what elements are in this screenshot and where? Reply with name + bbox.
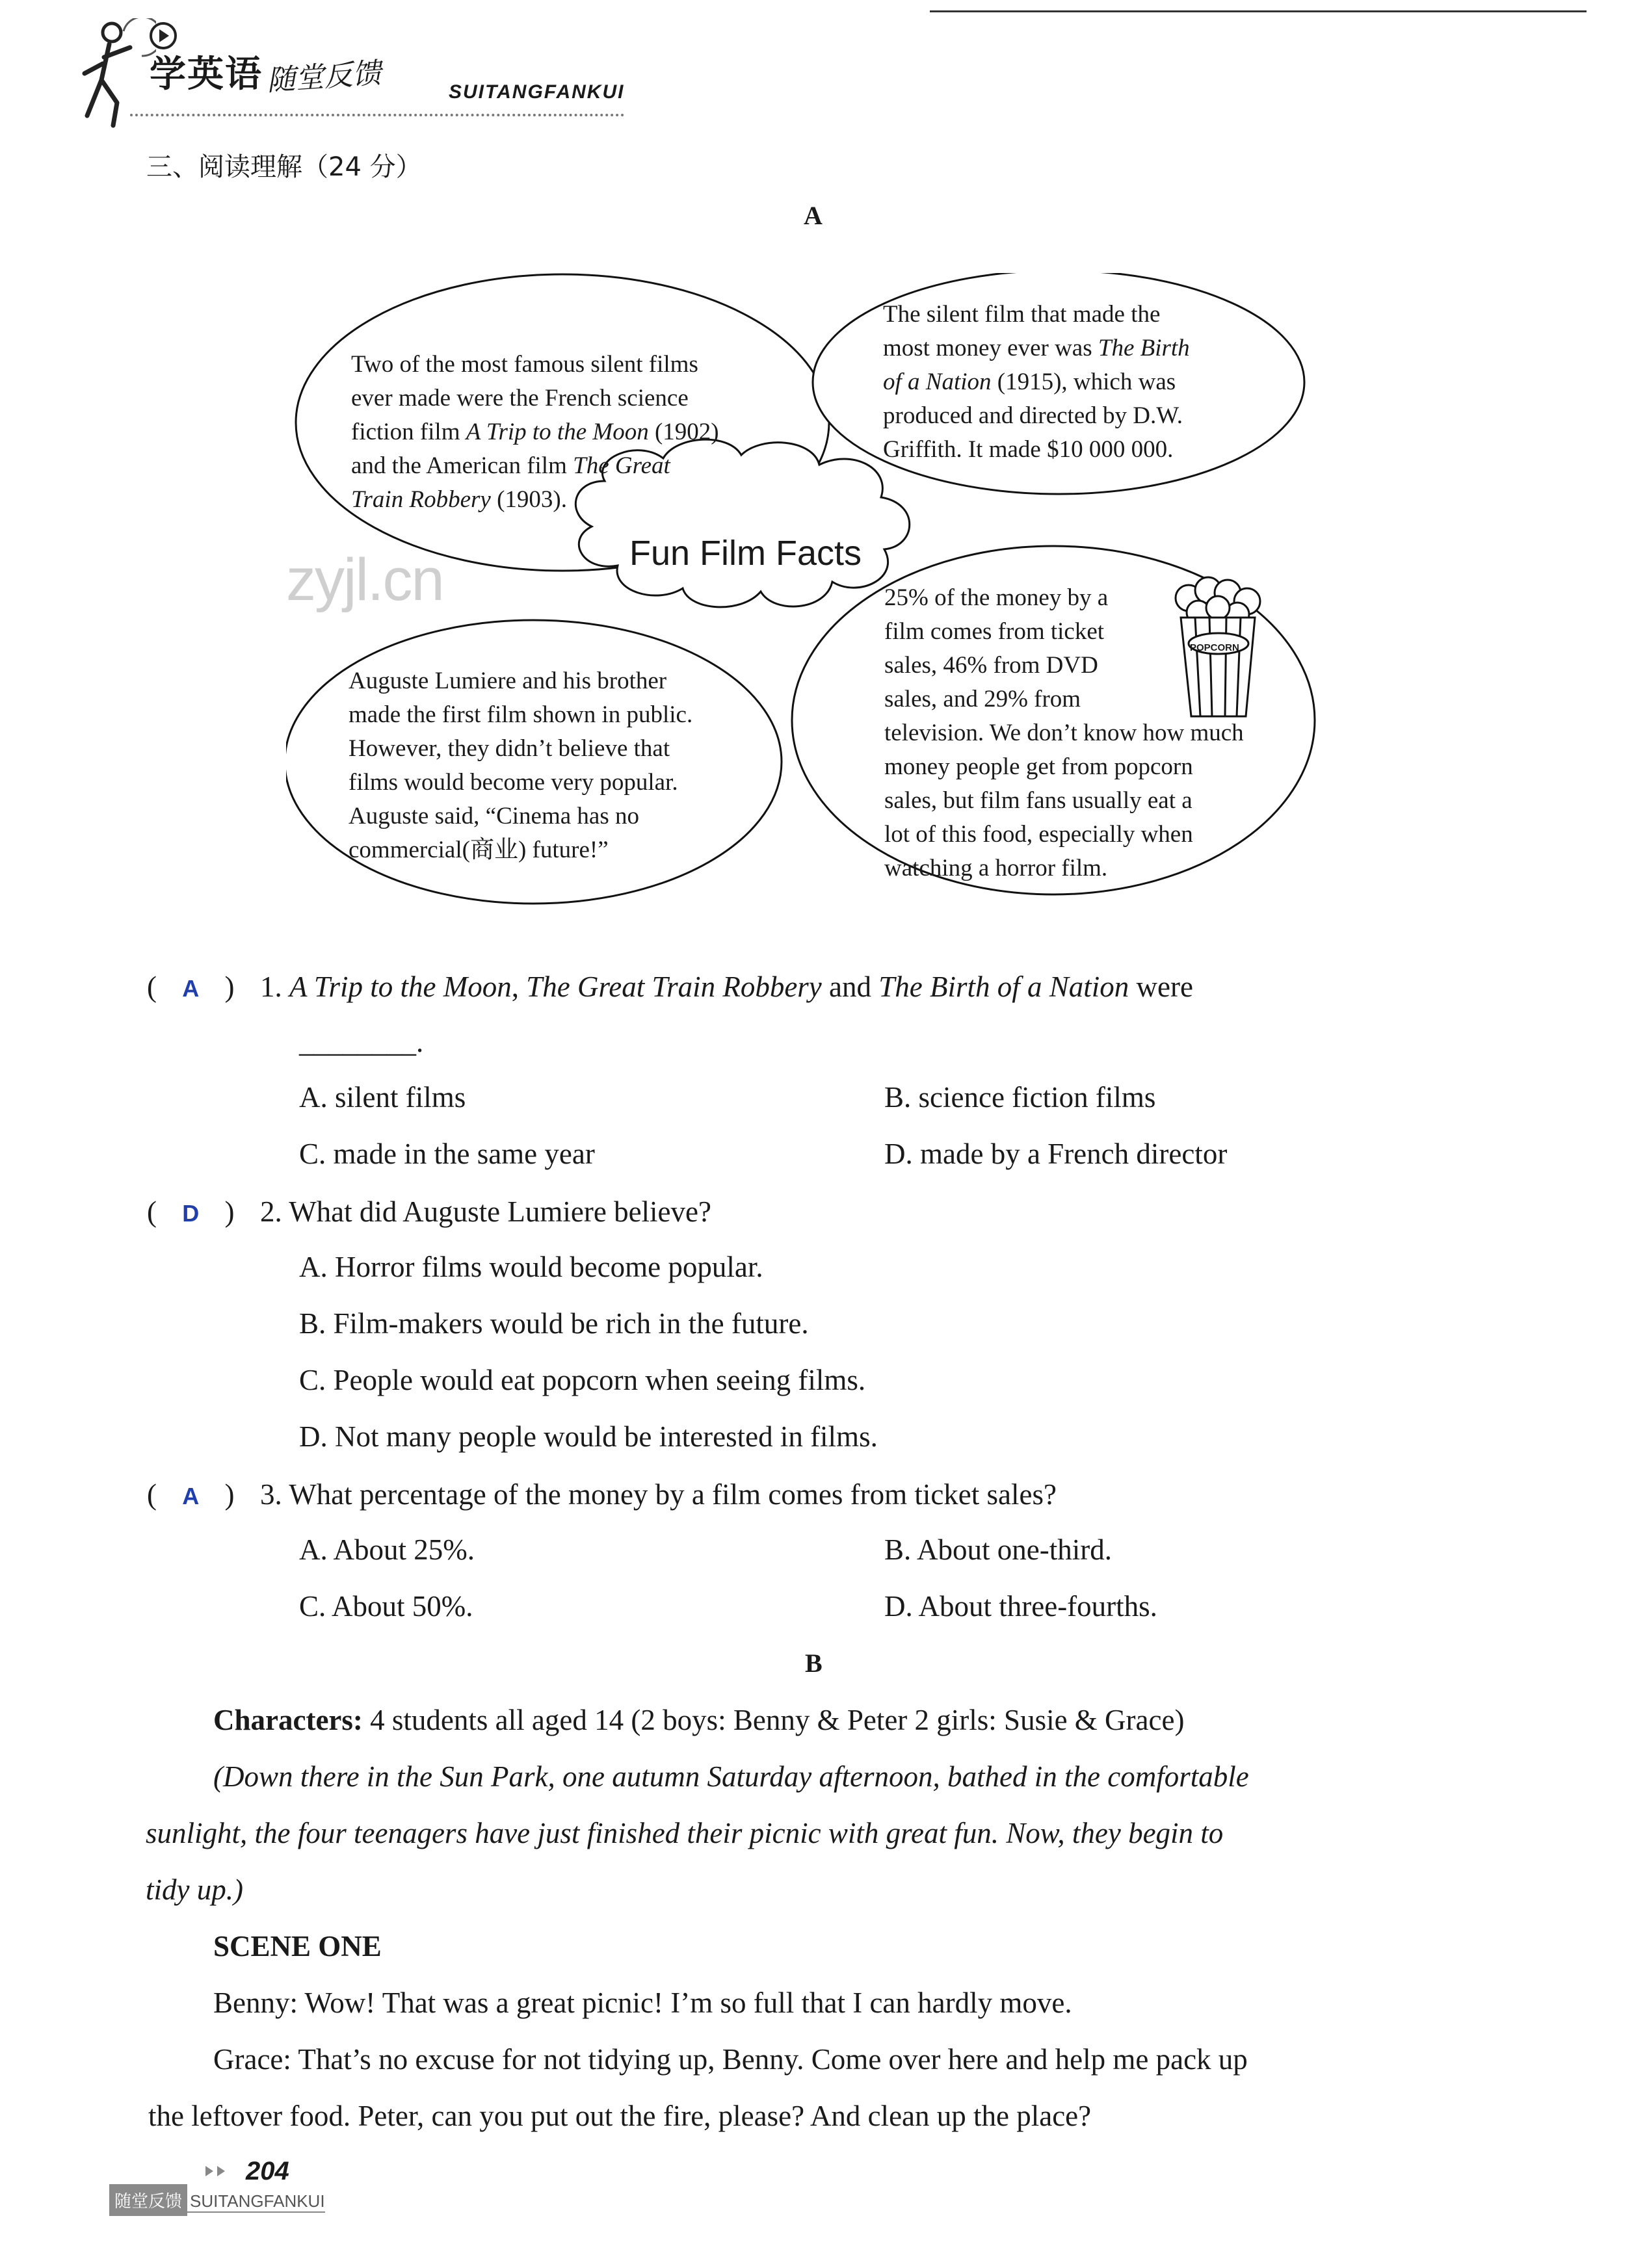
question-1-paren: ( A ) — [147, 971, 235, 1003]
bubble-4-line: sales, 46% from DVD — [884, 652, 1098, 679]
question-2-paren: ( D ) — [147, 1195, 235, 1228]
bubble-4-line: film comes from ticket — [884, 618, 1105, 645]
question-3-answer[interactable]: A — [182, 1483, 200, 1509]
bubble-4-line: sales, but film fans usually eat a — [884, 787, 1193, 814]
header-subtitle-en: SUITANGFANKUI — [449, 81, 625, 103]
page-number: 204 — [246, 2157, 289, 2185]
question-3-paren: ( A ) — [147, 1478, 235, 1511]
bubble-1-text — [351, 348, 719, 517]
part-b-label: B — [805, 1649, 823, 1678]
footer-label — [109, 2184, 355, 2213]
characters-text: 4 students all aged 14 (2 boys: Benny & Peter 2 girls: Susie & Grace) — [362, 1704, 1185, 1736]
footer-label-cn: 随堂反馈 — [109, 2184, 187, 2216]
bubble-1-line: fiction film A Trip to the Moon (1902) — [351, 419, 719, 445]
question-3-stem: 3. What percentage of the money by a film comes from ticket sales? — [260, 1478, 1057, 1511]
question-1-stem: 1. A Trip to the Moon, The Great Train Robbery and The Birth of a Nation were — [260, 971, 1193, 1003]
scene-heading: SCENE ONE — [213, 1930, 382, 1962]
question-2-option-b[interactable]: B. Film-makers would be rich in the future. — [299, 1307, 809, 1340]
bubble-2-line: most money ever was The Birth — [883, 335, 1190, 361]
diagram-center-title: Fun Film Facts — [629, 534, 862, 573]
bubble-1-line: Train Robbery (1903). — [351, 486, 567, 513]
runner-logo-icon — [78, 18, 156, 129]
bubble-1-line: ever made were the French science — [351, 385, 689, 411]
bubble-4-line: television. We don’t know how much — [884, 720, 1244, 746]
bubble-3-text — [349, 664, 692, 867]
question-3-option-a[interactable]: A. About 25%. — [299, 1533, 475, 1566]
bubble-2-line: Griffith. It made $10 000 000. — [883, 436, 1174, 463]
characters-label: Characters: — [213, 1704, 363, 1736]
footer-label-en: SUITANGFANKUI — [187, 2191, 325, 2213]
question-2-stem: 2. What did Auguste Lumiere believe? — [260, 1195, 711, 1228]
bubble-2-line: of a Nation (1915), which was — [883, 369, 1176, 395]
bubble-3-line: films would become very popular. — [349, 769, 678, 796]
question-3-option-c[interactable]: C. About 50%. — [299, 1590, 473, 1623]
bubble-4-line: 25% of the money by a — [884, 584, 1109, 611]
bubble-3-line: However, they didn’t believe that — [349, 735, 670, 762]
bubble-3-line: Auguste said, “Cinema has no — [349, 803, 639, 829]
header-subtitle: 随堂反馈 — [265, 56, 382, 98]
question-1-answer[interactable]: A — [182, 975, 200, 1002]
question-1-blank: ________. — [299, 1026, 424, 1058]
bubble-2-text — [883, 298, 1190, 467]
question-3-option-b[interactable]: B. About one-third. — [884, 1533, 1112, 1566]
bubble-1-line: Two of the most famous silent films — [351, 351, 698, 378]
bubble-3-line: commercial(商业) future!” — [349, 837, 609, 863]
question-3-option-d[interactable]: D. About three-fourths. — [884, 1590, 1157, 1623]
question-2-option-a[interactable]: A. Horror films would become popular. — [299, 1251, 763, 1283]
stage-direction-line: sunlight, the four teenagers have just finished their picnic with great fun. Now, they begin to — [146, 1817, 1224, 1849]
question-2-option-c[interactable]: C. People would eat popcorn when seeing films. — [299, 1364, 866, 1396]
question-1-option-c[interactable]: C. made in the same year — [299, 1138, 595, 1170]
bubble-4-line: money people get from popcorn — [884, 753, 1193, 780]
dialogue-grace-2: the leftover food. Peter, can you put out the fire, please? And clean up the place? — [148, 2100, 1092, 2132]
part-a-label: A — [804, 201, 823, 230]
dialogue-benny: Benny: Wow! That was a great picnic! I’m so full that I can hardly move. — [213, 1987, 1072, 2019]
characters-line — [213, 1703, 1184, 1737]
question-1-option-a[interactable]: A. silent films — [299, 1081, 466, 1114]
question-1-option-b[interactable]: B. science fiction films — [884, 1081, 1156, 1114]
stage-direction-line: tidy up.) — [146, 1873, 243, 1906]
stage-direction-line: (Down there in the Sun Park, one autumn Saturday afternoon, bathed in the comfortable — [213, 1760, 1249, 1793]
bubble-1-line: and the American film The Great — [351, 452, 670, 479]
question-2-answer[interactable]: D — [182, 1200, 200, 1227]
watermark: zyjl.cn — [286, 547, 443, 613]
bubble-2-line: produced and directed by D.W. — [883, 402, 1183, 429]
dialogue-grace-1: Grace: That’s no excuse for not tidying up, Benny. Come over here and help me pack up — [213, 2043, 1248, 2076]
bubble-3-line: made the first film shown in public. — [349, 701, 693, 728]
question-1-option-d[interactable]: D. made by a French director — [884, 1138, 1228, 1170]
header-title: 学英语 — [150, 53, 263, 96]
top-rule — [930, 10, 1587, 12]
double-arrow-icon — [204, 2165, 233, 2178]
question-2-option-d[interactable]: D. Not many people would be interested in films. — [299, 1420, 878, 1453]
bubble-4-line: lot of this food, especially when — [884, 821, 1193, 848]
header-dotted-line — [130, 114, 624, 116]
bubble-3-line: Auguste Lumiere and his brother — [349, 668, 667, 694]
popcorn-label: POPCORN — [1190, 642, 1239, 653]
section-title: 三、阅读理解（24 分） — [146, 152, 422, 182]
bubble-4-line: watching a horror film. — [884, 855, 1108, 881]
bubble-2-line: The silent film that made the — [883, 301, 1161, 328]
bubble-4-line: sales, and 29% from — [884, 686, 1081, 712]
